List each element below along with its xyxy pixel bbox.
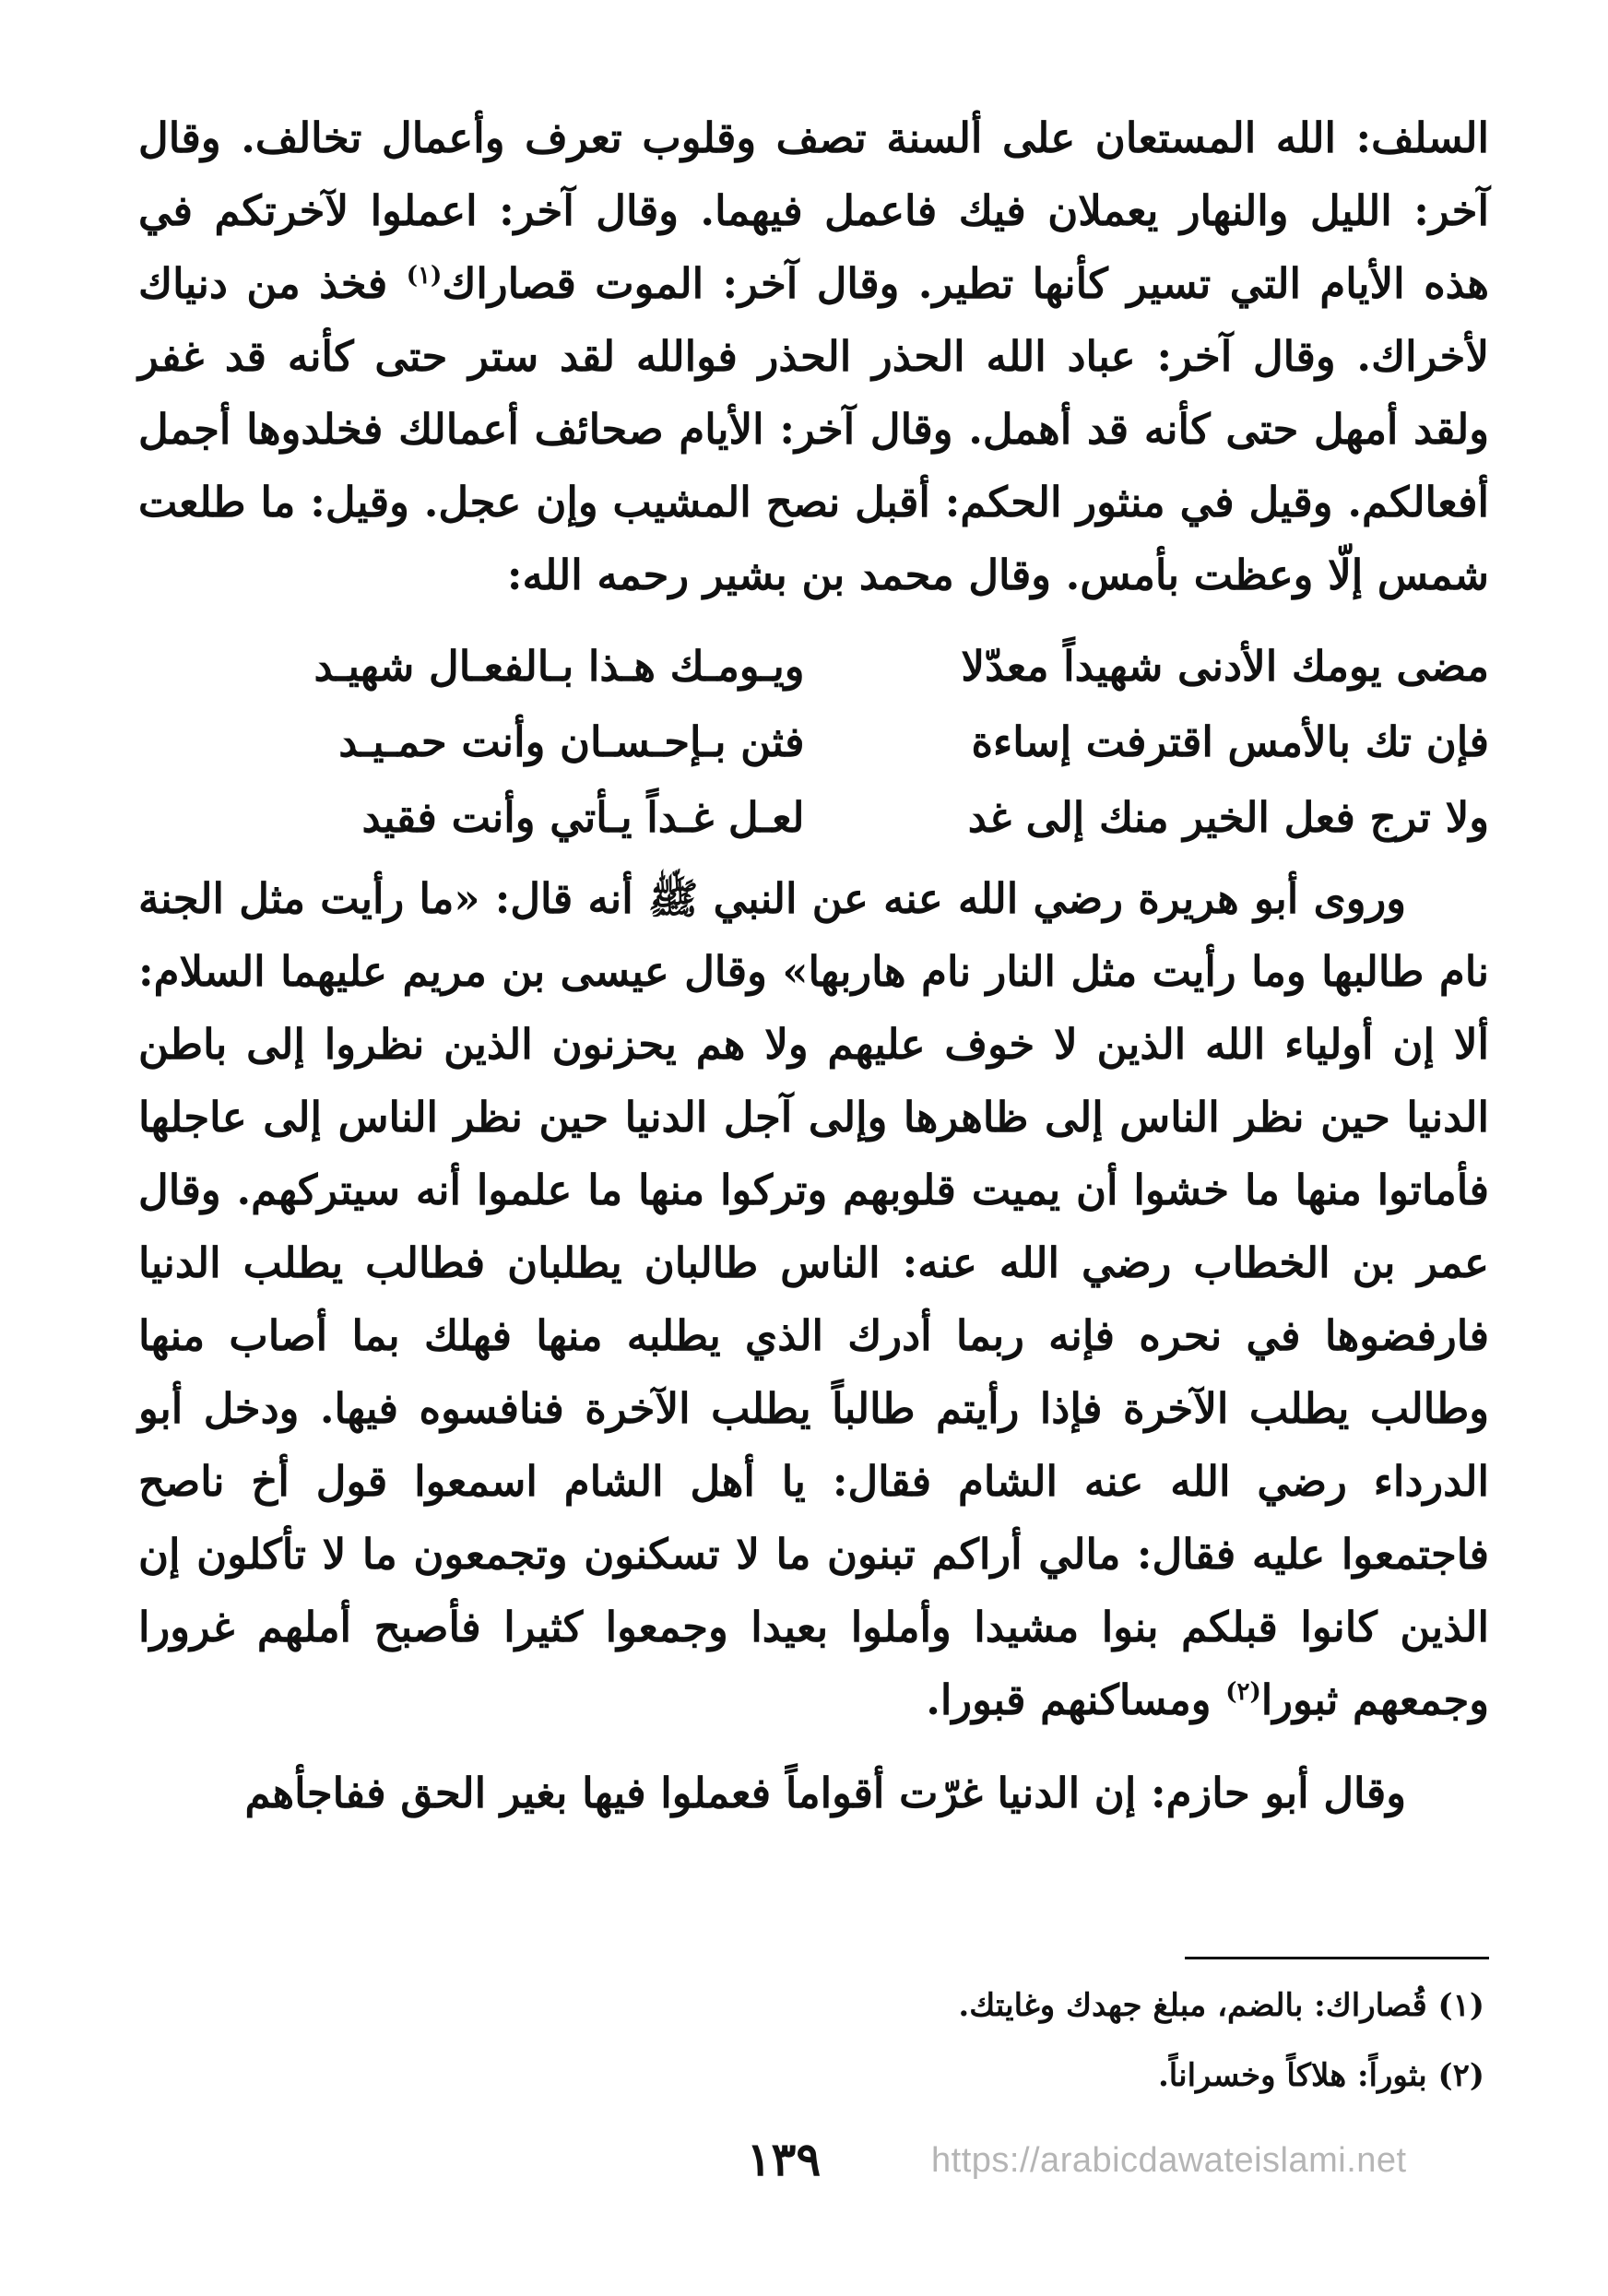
verse-second-hemistich: لعـل غـداً يـأتي وأنت فقيد [361, 792, 805, 842]
footnote-divider [1185, 1957, 1489, 1959]
footnote-ref-1[interactable]: (١) [406, 262, 443, 290]
verse-first-hemistich: فإن تك بالأمس اقترفت إساءة [971, 716, 1489, 766]
paragraph-3-text: وقال أبو حازم: إن الدنيا غرّت أقواماً فعملوا فيها بغير الحق ففاجأهم [244, 1769, 1406, 1817]
paragraph-2 [138, 862, 1489, 1736]
page-number: ١٣٩ [746, 2132, 822, 2186]
verse-first-hemistich: مضى يومك الأدنى شهيداً معدّلا [961, 641, 1489, 691]
verse-second-hemistich: فثن بـإحـسـان وأنت حمـيـد [338, 716, 805, 766]
paragraph-1-text: السلف: الله المستعان على ألسنة تصف وقلوب تعرف وأعمال تخالف. وقال آخر: الليل والنهار يعملان فيك فاعمل فيهما. وقال آخر: اعملوا لآخرتكم في هذه الأيام التي تسير كأنها تطير. وقال آخر: الموت قصاراك [138, 113, 1489, 308]
watermark-url[interactable]: https://arabicdawateislami.net [931, 2141, 1407, 2180]
paragraph-1-text-continued: فخذ من دنياك لأخراك. وقال آخر: عباد الله الحذر الحذر فوالله لقد ستر حتى كأنه قد غفر ولقد أمهل حتى كأنه قد أهمل. وقال آخر: الأيام صحائف أعمالك فخلدوها أجمل أفعالكم. وقيل في منثور الحكم: أقبل نصح المشيب وإن عجل. وقيل: ما طلعت شمس إلّا وعظت بأمس. وقال محمد بن بشير رحمه الله: [138, 259, 1489, 599]
poem-verse [138, 779, 1489, 855]
main-text [138, 101, 1489, 1829]
poem-verse [138, 704, 1489, 779]
footnote-1: (١) قُصاراك: بالضم، مبلغ جهدك وغايتك. [958, 1987, 1484, 2024]
poem [138, 628, 1489, 855]
footnotes [830, 1982, 1484, 2123]
footnote-ref-2[interactable]: (٢) [1225, 1678, 1261, 1706]
paragraph-1 [138, 101, 1489, 611]
paragraph-2-text: وروى أبو هريرة رضي الله عنه عن النبي ﷺ أنه قال: «ما رأيت مثل الجنة نام طالبها وما رأيت مثل النار نام هاربها» وقال عيسى بن مريم عليهما السلام: ألا إن أولياء الله الذين لا خوف عليهم ولا هم يحزنون الذين نظروا إلى باطن الدنيا حين نظر الناس إلى ظاهرها وإلى آجل الدنيا حين نظر الناس إلى عاجلها فأماتوا منها ما خشوا أن يميت قلوبهم وتركوا منها ما علموا أنه سيتركهم. وقال عمر بن الخطاب رضي الله عنه: الناس طالبان يطلبان فطالب يطلب الدنيا فارفضوها في نحره فإنه ربما أدرك الذي يطلبه منها فهلك بما أصاب منها وطالب يطلب الآخرة فإذا رأيتم طالباً يطلب الآخرة فنافسوه فيها. ودخل أبو الدرداء رضي الله عنه الشام فقال: يا أهل الشام اسمعوا قول أخ ناصح فاجتمعوا عليه فقال: مالي أراكم تبنون ما لا تسكنون وتجمعون ما لا تأكلون إن الذين كانوا قبلكم بنوا مشيدا وأملوا بعيدا وجمعوا كثيرا فأصبح أملهم غرورا وجمعهم ثبورا [138, 874, 1489, 1724]
paragraph-3 [138, 1757, 1489, 1829]
footnote-2: (٢) بثوراً: هلاكاً وخسراناً. [1157, 2057, 1484, 2094]
paragraph-2-text-continued: ومساكنهم قبورا. [926, 1675, 1226, 1724]
verse-second-hemistich: ويـومـك هـذا بـالفعـال شهيـد [313, 641, 805, 691]
verse-first-hemistich: ولا ترج فعل الخير منك إلى غد [967, 792, 1489, 842]
poem-verse [138, 628, 1489, 704]
